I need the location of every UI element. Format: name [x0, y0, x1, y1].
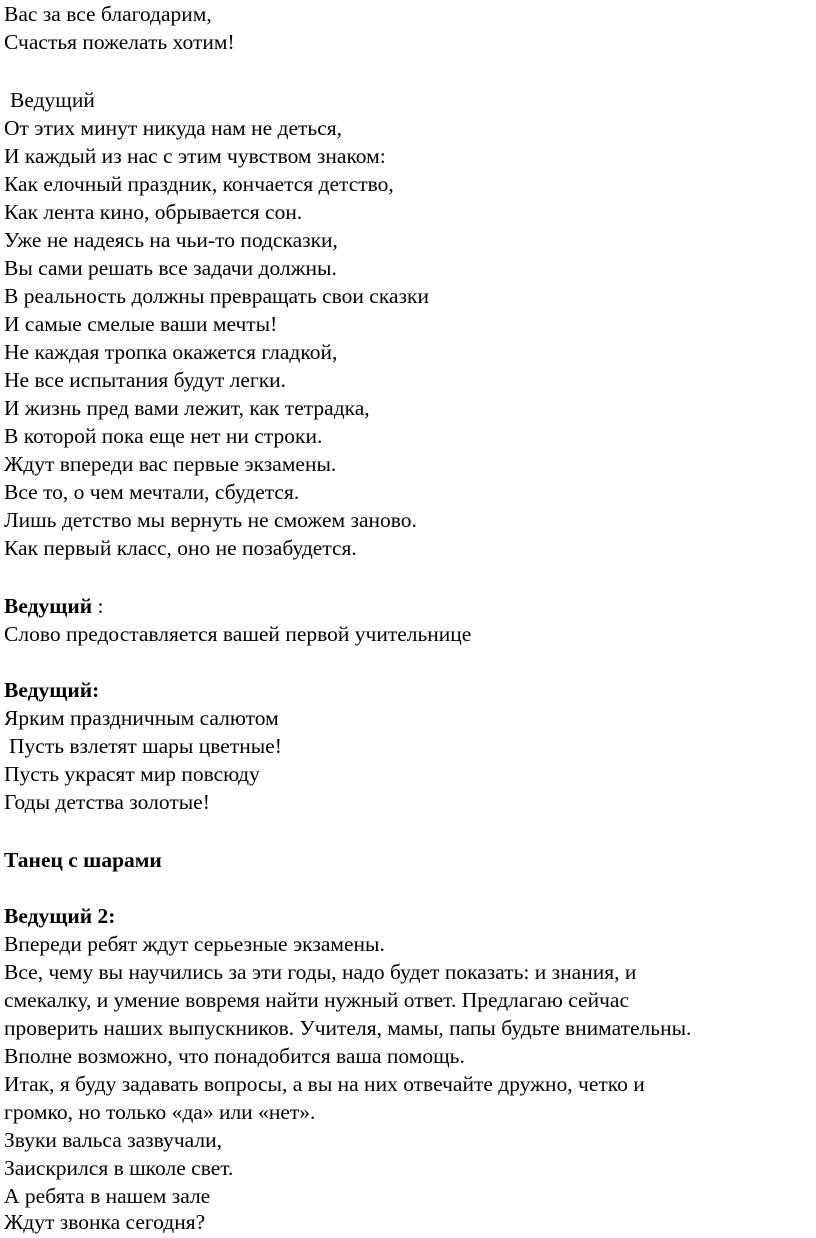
- text-line: Слово предоставляется вашей первой учительнице: [4, 622, 472, 646]
- poem-line: Как первый класс, оно не позабудется.: [4, 536, 357, 560]
- poem-line: Пусть взлетят шары цветные!: [9, 734, 282, 758]
- speaker-colon: :: [92, 594, 104, 618]
- text-line: громко, но только «да» или «нет».: [4, 1100, 316, 1124]
- speaker-label: Ведущий: [10, 88, 95, 112]
- poem-line: В реальность должны превращать свои сказки: [4, 284, 429, 308]
- poem-line: Вы сами решать все задачи должны.: [4, 256, 337, 280]
- text-line: Все, чему вы научились за эти годы, надо будет показать: и знания, и: [4, 960, 637, 984]
- poem-line: Все то, о чем мечтали, сбудется.: [4, 480, 300, 504]
- text-line: Итак, я буду задавать вопросы, а вы на них отвечайте дружно, четко и: [4, 1072, 645, 1096]
- poem-line: Годы детства золотые!: [4, 790, 210, 814]
- poem-line: Ярким праздничным салютом: [4, 706, 279, 730]
- speaker-line: [4, 592, 104, 620]
- text-line: Впереди ребят ждут серьезные экзамены.: [4, 932, 385, 956]
- text-line: Вас за все благодарим,: [4, 2, 212, 26]
- text-line: Счастья пожелать хотим!: [4, 30, 235, 54]
- text-line: Вполне возможно, что понадобится ваша помощь.: [4, 1044, 465, 1068]
- poem-line: Как елочный праздник, кончается детство,: [4, 172, 394, 196]
- poem-line: Уже не надеясь на чьи-то подсказки,: [4, 228, 338, 252]
- poem-line: Ждут звонка сегодня?: [4, 1210, 206, 1234]
- poem-line: Пусть украсят мир повсюду: [4, 762, 260, 786]
- speaker-label: Ведущий 2:: [4, 904, 116, 928]
- speaker-label: Ведущий:: [4, 678, 100, 702]
- poem-line: Ждут впереди вас первые экзамены.: [4, 452, 337, 476]
- poem-line: Как лента кино, обрывается сон.: [4, 200, 303, 224]
- poem-line: И жизнь пред вами лежит, как тетрадка,: [4, 396, 370, 420]
- text-line: смекалку, и умение вовремя найти нужный ответ. Предлагаю сейчас: [4, 988, 630, 1012]
- text-line: проверить наших выпускников. Учителя, мамы, папы будьте внимательны.: [4, 1016, 692, 1040]
- poem-line: Лишь детство мы вернуть не сможем заново.: [4, 508, 417, 532]
- poem-line: Не все испытания будут легки.: [4, 368, 287, 392]
- poem-line: И каждый из нас с этим чувством знаком:: [4, 144, 386, 168]
- speaker-label: Ведущий: [4, 594, 93, 618]
- section-heading: Танец с шарами: [4, 848, 162, 872]
- poem-line: Звуки вальса зазвучали,: [4, 1128, 222, 1152]
- poem-line: В которой пока еще нет ни строки.: [4, 424, 323, 448]
- poem-line: Заискрился в школе свет.: [4, 1156, 234, 1180]
- poem-line: И самые смелые ваши мечты!: [4, 312, 278, 336]
- poem-line: Не каждая тропка окажется гладкой,: [4, 340, 338, 364]
- poem-line: От этих минут никуда нам не деться,: [4, 116, 343, 140]
- poem-line: А ребята в нашем зале: [4, 1184, 211, 1208]
